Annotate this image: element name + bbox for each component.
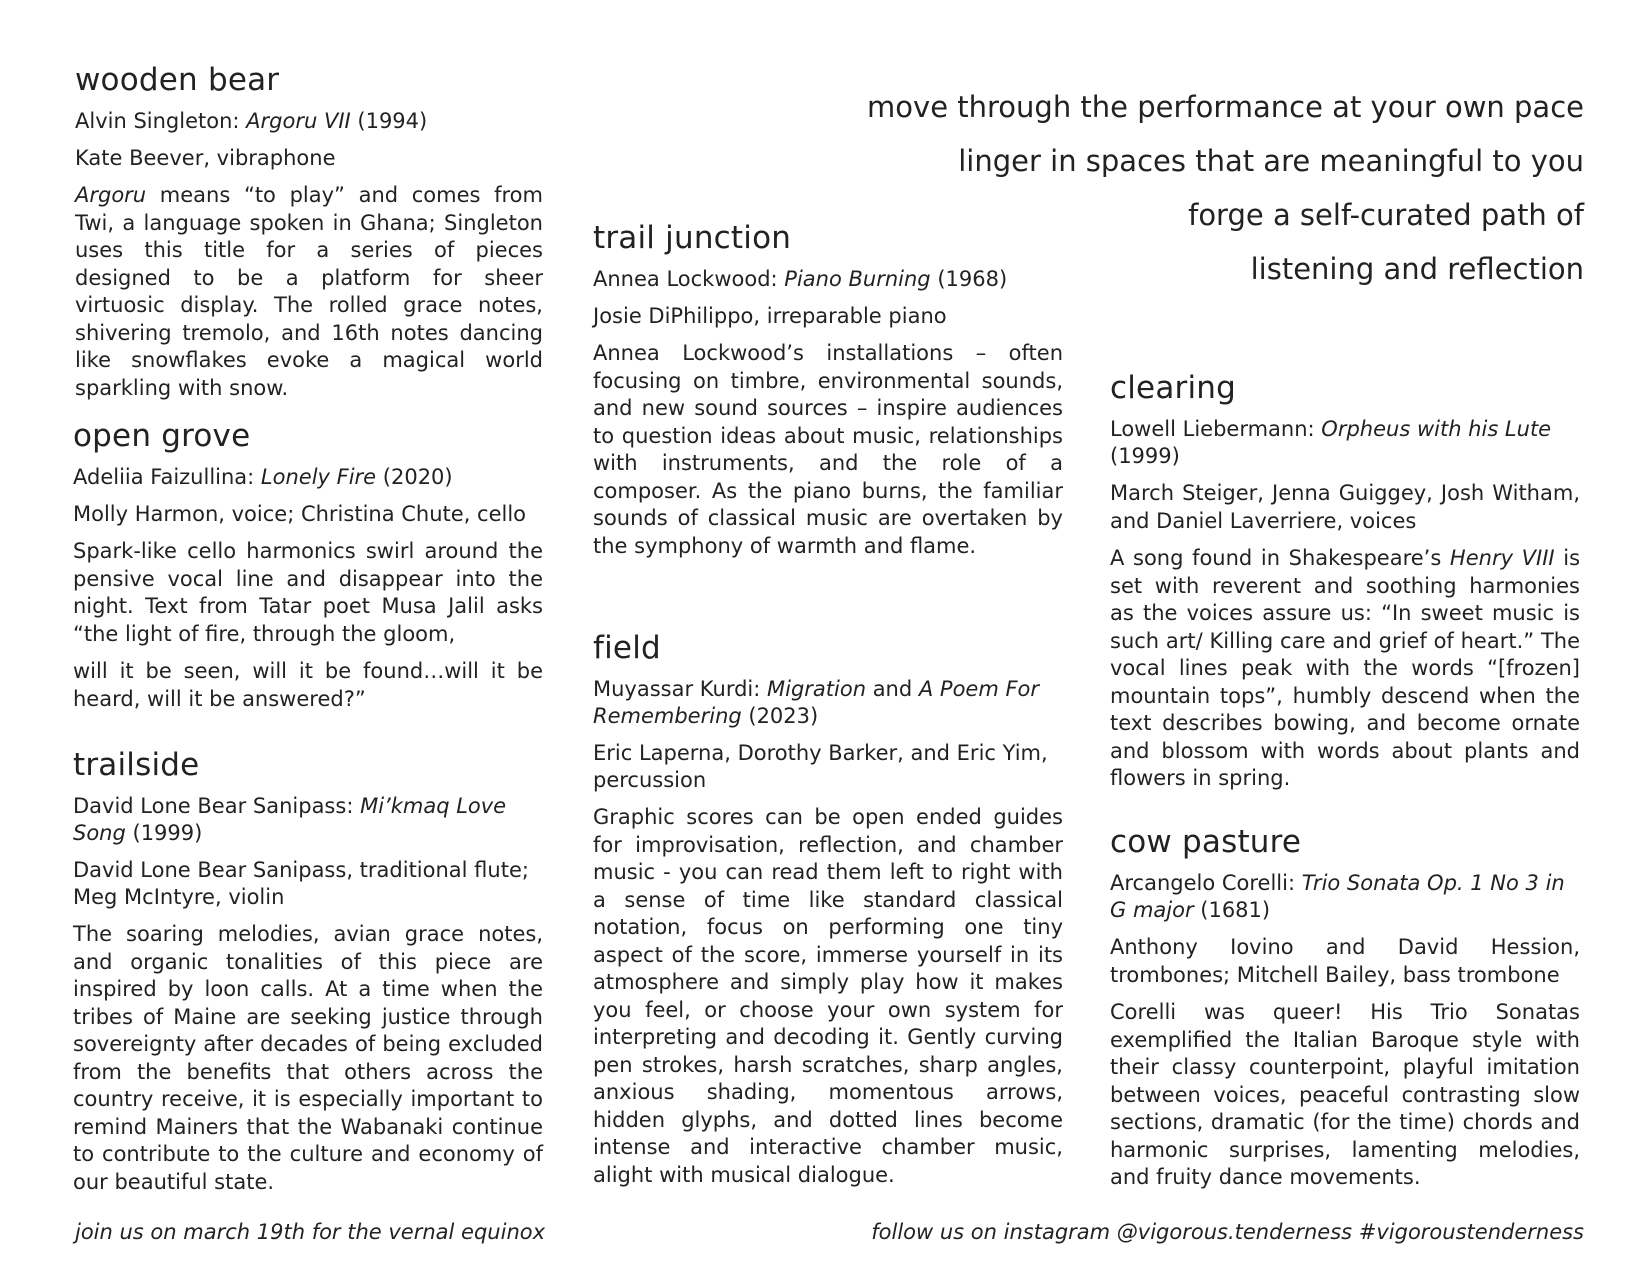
work-year: (1999): [125, 821, 203, 845]
composer: Lowell Liebermann:: [1110, 417, 1322, 441]
composer-line: [593, 676, 1063, 730]
footer-right: follow us on instagram @vigorous.tenderness #vigoroustenderness: [871, 1220, 1584, 1244]
section-title: trail junction: [593, 220, 792, 256]
work-year: (2020): [376, 465, 453, 489]
work-title: Migration: [767, 677, 867, 701]
section-open-grove: [73, 418, 543, 713]
section-title: trailside: [73, 747, 200, 783]
composer: David Lone Bear Sanipass:: [73, 794, 361, 818]
description: Spark-like cello harmonics swirl around the pensive vocal line and disappear into the night. Text from Tatar poet Musa Jalil asks “the light of fire, through the gloom,: [73, 539, 543, 646]
performers: Josie DiPhilippo, irreparable piano: [593, 304, 947, 328]
work-year: (2023): [741, 704, 819, 728]
tagline-line-1: move through the performance at your own pace: [867, 90, 1584, 124]
work-title: Trio Sonata Op. 1 No 3 in G major: [1110, 871, 1565, 922]
section-wooden-bear: [75, 62, 543, 402]
section-title: clearing: [1110, 370, 1237, 406]
description: [75, 182, 543, 402]
performers: Anthony Iovino and David Hession, trombones; Mitchell Bailey, bass trombone: [1110, 935, 1580, 987]
composer: Adeliia Faizullina:: [73, 465, 261, 489]
description-italic: Argoru: [75, 183, 147, 207]
section-title: field: [593, 630, 661, 666]
composer: Arcangelo Corelli:: [1110, 871, 1302, 895]
work-title: Piano Burning: [784, 267, 931, 291]
description: Annea Lockwood’s installations – often focusing on timbre, environmental sounds, and new sound sources – inspire audiences to question ideas about music, relationships with instruments, and the role of a composer. As the piano burns, the familiar sounds of classical music are overtaken by the symphony of warmth and flame.: [593, 341, 1063, 558]
description-text: means “to play” and comes from Twi, a language spoken in Ghana; Singleton uses this title for a series of pieces designed to be a platform for sheer virtuosic display. The rolled grace notes, shivering tremolo, and 16th notes dancing like snowflakes evoke a magical world sparkling with snow.: [75, 183, 543, 400]
work-year: (1994): [350, 109, 428, 133]
tagline-line-4: listening and reflection: [1250, 252, 1584, 286]
work-year: (1968): [930, 267, 1008, 291]
description-text-a: A song found in Shakespeare’s: [1110, 546, 1450, 570]
footer-left: join us on march 19th for the vernal equinox: [75, 1220, 546, 1244]
work-year: (1999): [1110, 444, 1180, 468]
description: Corelli was queer! His Trio Sonatas exemplified the Italian Baroque style with their classy counterpoint, playful imitation between voices, peaceful contrasting slow sections, dramatic (for the time) chords and harmonic surprises, lamenting melodies, and fruity dance movements.: [1110, 1000, 1580, 1189]
description-italic: Henry VIII: [1449, 546, 1555, 570]
tagline-line-2: linger in spaces that are meaningful to you: [958, 144, 1584, 178]
description: The soaring melodies, avian grace notes, and organic tonalities of this piece are inspired by loon calls. At a time when the tribes of Maine are seeking justice through sovereignty after decades of being excluded from the benefits that others across the country receive, it is especially important to remind Mainers that the Wabanaki continue to contribute to the culture and economy of our beautiful state.: [73, 922, 543, 1194]
description: [1110, 545, 1580, 793]
work-year: (1681): [1193, 898, 1271, 922]
section-title: open grove: [73, 418, 251, 454]
work-title-2: A Poem For Remembering: [593, 677, 1040, 728]
composer: Alvin Singleton:: [75, 109, 247, 133]
performers: David Lone Bear Sanipass, traditional flute; Meg McIntyre, violin: [73, 858, 529, 909]
tagline-line-3: forge a self-curated path of: [1188, 198, 1584, 232]
work-title: Orpheus with his Lute: [1321, 417, 1552, 441]
work-title: Lonely Fire: [260, 465, 377, 489]
composer-line: [73, 793, 543, 847]
performers: March Steiger, Jenna Guiggey, Josh Witham, and Daniel Laverriere, voices: [1110, 481, 1580, 533]
description: Graphic scores can be open ended guides for improvisation, reflection, and chamber music - you can read them left to right with a sense of time like standard classical notation, focus on performing one tiny aspect of the score, immerse yourself in its atmosphere and simply play how it makes you feel, or choose your own system for interpreting and decoding it. Gently curving pen strokes, harsh scratches, sharp angles, anxious shading, momentous arrows, hidden glyphs, and dotted lines become intense and interactive chamber music, alight with musical dialogue.: [593, 805, 1063, 1187]
composer-line: [1110, 870, 1580, 924]
composer-line: [73, 464, 543, 491]
work-title: Mi’kmaq Love Song: [73, 794, 507, 845]
description-text-b: is set with reverent and soothing harmonies as the voices assure us: “In sweet music is such art/ Killing care and grief of heart.” The vocal lines peak with the words “[frozen] mountain tops”, humbly descend when the text describes bowing, and become ornate and blossom with words about plants and flowers in spring.: [1110, 546, 1581, 790]
performers: Molly Harmon, voice; Christina Chute, cello: [73, 502, 527, 526]
composer: Muyassar Kurdi:: [593, 677, 767, 701]
composer: Annea Lockwood:: [593, 267, 785, 291]
section-field: [593, 630, 1063, 1189]
conjunction: and: [866, 677, 919, 701]
description-continued: will it be seen, will it be found…will it be heard, will it be answered?”: [73, 659, 543, 711]
composer-line: [75, 108, 543, 135]
section-cow-pasture: [1110, 824, 1580, 1192]
composer-line: [593, 266, 1063, 293]
section-title: wooden bear: [75, 62, 280, 98]
section-trail-junction: [593, 220, 1063, 560]
work-title: Argoru VII: [246, 109, 351, 133]
performers: Kate Beever, vibraphone: [75, 146, 336, 170]
section-clearing: [1110, 370, 1580, 793]
section-title: cow pasture: [1110, 824, 1302, 860]
composer-line: [1110, 416, 1580, 470]
performers: Eric Laperna, Dorothy Barker, and Eric Yim, percussion: [593, 741, 1048, 792]
section-trailside: [73, 747, 543, 1196]
